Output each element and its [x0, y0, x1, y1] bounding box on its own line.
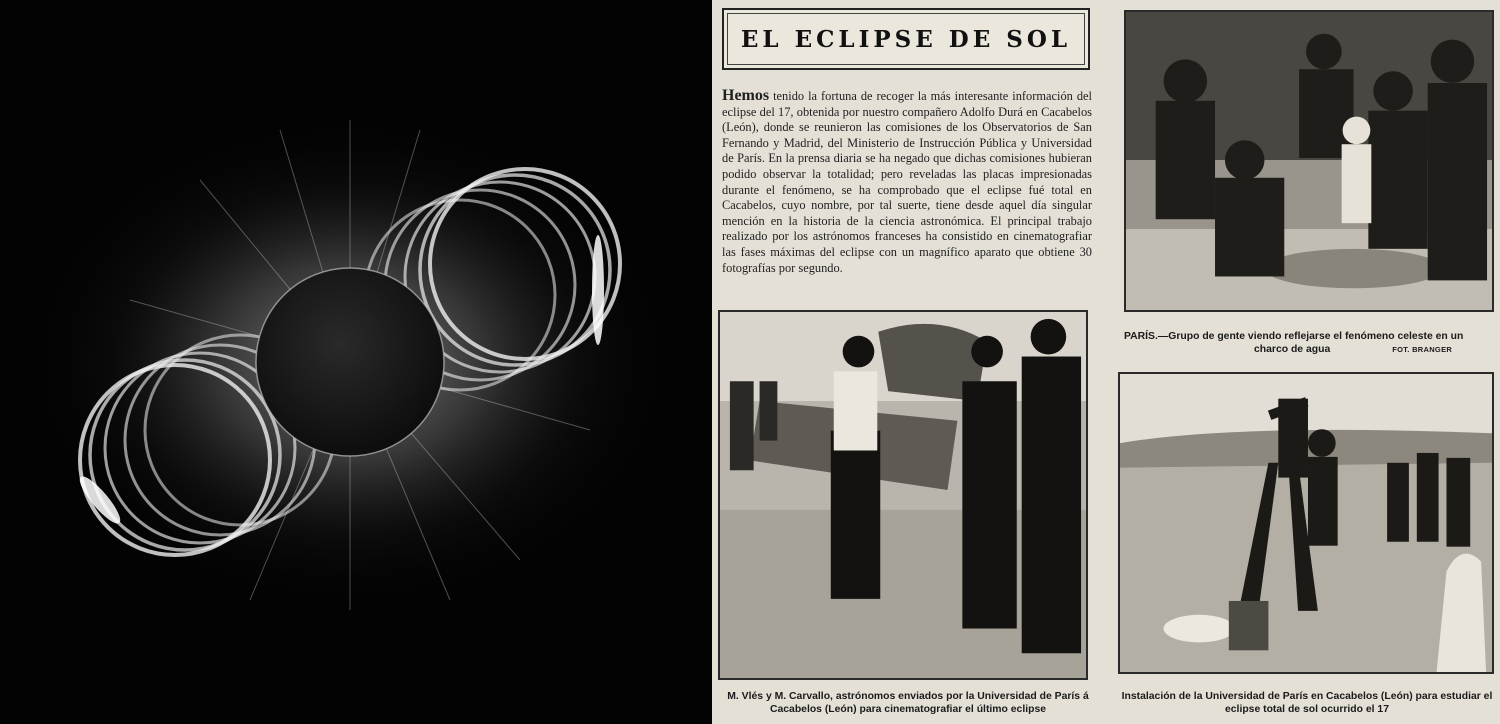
- eclipse-photo: [0, 0, 712, 724]
- caption-crowd: [1124, 330, 1496, 356]
- eclipse-sequence-image: [0, 0, 712, 724]
- article-dropcap: Hemos: [722, 87, 770, 104]
- photo-telescope: [1118, 372, 1494, 674]
- moon-disk: [256, 268, 444, 456]
- headline-box: [722, 8, 1090, 70]
- limb-highlight-right: [592, 235, 604, 345]
- article-body: tenido la fortuna de recoger la más interesante información del eclipse del 17, obtenida por nuestro compañero Adolfo Durá en Cacabelos (León), donde se reunieron las comisiones de los Observatorios de San Fernando y Madrid, del Ministerio de Instrucción Pública y Universidad de París. En la prensa diaria se ha negado que dichas comisiones hubieran podido observar la totalidad; pero reveladas las placas impresionadas durante el fenómeno, se ha comprobado que el eclipse fué total en Cacabelos, cuyo nombre, por tal suerte, tiene desde aquel día singular mención en la historia de la ciencia astronómica. El principal trabajo realizado por los astrónomos franceses ha consistido en cinematografiar las fases máximas del eclipse con un magnífico aparato que obtiene 30 fotografías por segundo.: [722, 89, 1092, 275]
- photo-astronomers: [718, 310, 1088, 680]
- caption-telescope: Instalación de la Universidad de París en Cacabelos (León) para estudiar el eclipse total de sol ocurrido el 17: [1121, 691, 1493, 715]
- caption-astronomers: M. Vlés y M. Carvallo, astrónomos enviados por la Universidad de París á Cacabelos (León) para cinematografiar el último eclipse: [727, 691, 1089, 715]
- newspaper-page: [712, 0, 1500, 724]
- photo-credit: FOT. BRANGER: [1392, 345, 1453, 354]
- photo-crowd-puddle: [1124, 10, 1494, 312]
- headline: EL ECLIPSE DE SOL: [740, 25, 1072, 53]
- caption-crowd-line2: charco de agua: [1254, 344, 1331, 355]
- article-text: [722, 88, 1092, 276]
- caption-crowd-line1: PARÍS.—Grupo de gente viendo reflejarse el fenómeno celeste en un: [1124, 331, 1464, 342]
